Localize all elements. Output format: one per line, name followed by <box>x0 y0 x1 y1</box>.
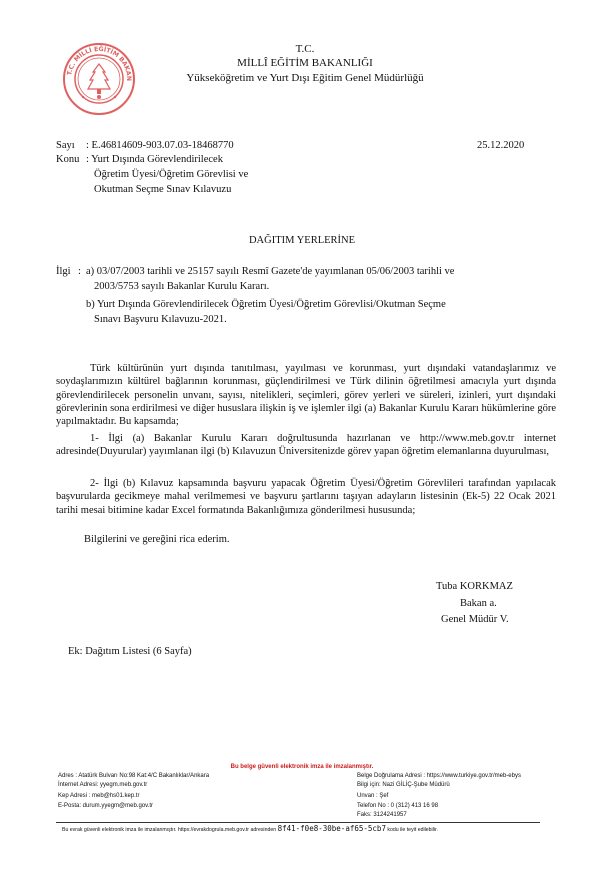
ilgi-b-line-2: Sınavı Başvuru Kılavuzu-2021. <box>94 314 227 325</box>
recipient-heading: DAĞITIM YERLERİNE <box>248 235 356 246</box>
konu-line-2: Öğretim Üyesi/Öğretim Görevlisi ve <box>94 169 249 180</box>
footer-verify-address: Belge Doğrulama Adresi : https://www.turkiye.gov.tr/meb-ebys <box>357 773 521 779</box>
ilgi-colon: : <box>78 266 81 277</box>
ilgi-a-line-1: a) 03/07/2003 tarihli ve 25157 sayılı Resmî Gazete'de yayımlanan 05/06/2003 tarihli ve <box>86 266 455 277</box>
konu-line-3: Okutman Seçme Sınav Kılavuzu <box>94 184 232 195</box>
attachment-note: Ek: Dağıtım Listesi (6 Sayfa) <box>68 646 192 657</box>
footer-verify-prefix: Bu evrak güvenli elektronik imza ile imzalanmıştır. https://evrakdogrula.meb.gov.tr adresinden <box>62 827 277 833</box>
signatory-name: Tuba KORKMAZ <box>436 581 513 592</box>
ilgi-b-line-1: b) Yurt Dışında Görevlendirilecek Öğretim Üyesi/Öğretim Görevlisi/Okutman Seçme <box>86 299 446 310</box>
footer-contact: Bilgi için: Nazi GİLİÇ-Şube Müdürü <box>357 782 450 788</box>
footer-title: Unvan : Şef <box>357 793 389 799</box>
footer-kep: Kep Adresi : meb@hs01.kep.tr <box>58 793 140 799</box>
header-ministry: MİLLÎ EĞİTİM BAKANLIĞI <box>237 57 373 69</box>
header-directorate: Yükseköğretim ve Yurt Dışı Eğitim Genel Müdürlüğü <box>186 72 424 84</box>
body-paragraph-4: Bilgilerini ve gereğini rica ederim. <box>84 534 230 545</box>
ilgi-label: İlgi <box>56 266 71 277</box>
body-paragraph-2: 1- İlgi (a) Bakanlar Kurulu Kararı doğrultusunda hazırlanan ve http://www.meb.gov.tr internet adresinde(Duyurular) yayımlanan ilgi (b) Kılavuzun Üniversitenizde görev yapan öğretim elemanlarına duyurulması, <box>56 433 556 458</box>
ilgi-a-line-2: 2003/5753 sayılı Bakanlar Kurulu Kararı. <box>94 281 270 292</box>
konu-label: Konu <box>56 154 80 165</box>
body-paragraph-1: Türk kültürünün yurt dışında tanıtılması, yayılması ve korunması, yurt dışındaki vatandaşlarımız ve soydaşlarımızın kültürel bağlarının korunması, güçlendirilmesi ve Türk dilinin öğretilmesi amacıyla yurt dışında görevlendirilecek personelin unvanı, sayısı, nitelikleri, seçimleri, görev yerleri ve süreleri, izinleri, yurt dışındaki görevlerinin sona erdirilmesi ve diğer hususlara ilişkin iş ve işlemler ilgi (a) Bakanlar Kurulu Kararı hükümlerine göre yapılmaktadır. Bu kapsamda; <box>56 363 556 428</box>
footer-verify-line <box>62 825 438 834</box>
verification-code: 8f41-f0e8-30be-af65-5cb7 <box>277 824 386 833</box>
esign-notice: Bu belge güvenli elektronik imza ile imzalanmıştır. <box>230 764 374 770</box>
sayi-value: : E.46814609-903.07.03-18468770 <box>86 140 234 151</box>
signatory-title-2: Genel Müdür V. <box>441 614 509 625</box>
header-tc: T.C. <box>295 43 315 55</box>
footer-address: Adres : Atatürk Bulvarı No:98 Kat:4/C Bakanlıklar/Ankara <box>58 773 210 779</box>
body-paragraph-3: 2- İlgi (b) Kılavuz kapsamında başvuru yapacak Öğretim Üyesi/Öğretim Görevlileri tarafından yapılacak başvurularda gecikmeye mahal verilmemesi ve başvuru şartlarını taşıyan adayların listesinin (Ek-5) 22 Ocak 2021 tarihi mesai bitimine kadar Excel formatında Bakanlığımıza gönderilmesi hususunda; <box>56 478 556 516</box>
footer-website: İnternet Adresi: yyegm.meb.gov.tr <box>58 782 148 788</box>
sayi-label: Sayı <box>56 140 75 151</box>
footer-verify-suffix: kodu ile teyit edilebilir. <box>387 827 438 833</box>
signatory-title-1: Bakan a. <box>460 598 497 609</box>
ministry-seal-logo <box>62 42 136 116</box>
document-date: 25.12.2020 <box>477 140 525 151</box>
konu-line-1: : Yurt Dışında Görevlendirilecek <box>86 154 223 165</box>
footer-email: E-Posta: durum.yyegm@meb.gov.tr <box>58 803 154 809</box>
footer-divider <box>56 822 540 823</box>
footer-phone: Telefon No : 0 (312) 413 16 98 <box>357 803 439 809</box>
footer-fax: Faks: 3124241957 <box>357 812 407 818</box>
svg-text:T.C. MİLLİ EĞİTİM BAKANLIĞI: T.C. MİLLİ EĞİTİM BAKAN <box>66 45 133 82</box>
